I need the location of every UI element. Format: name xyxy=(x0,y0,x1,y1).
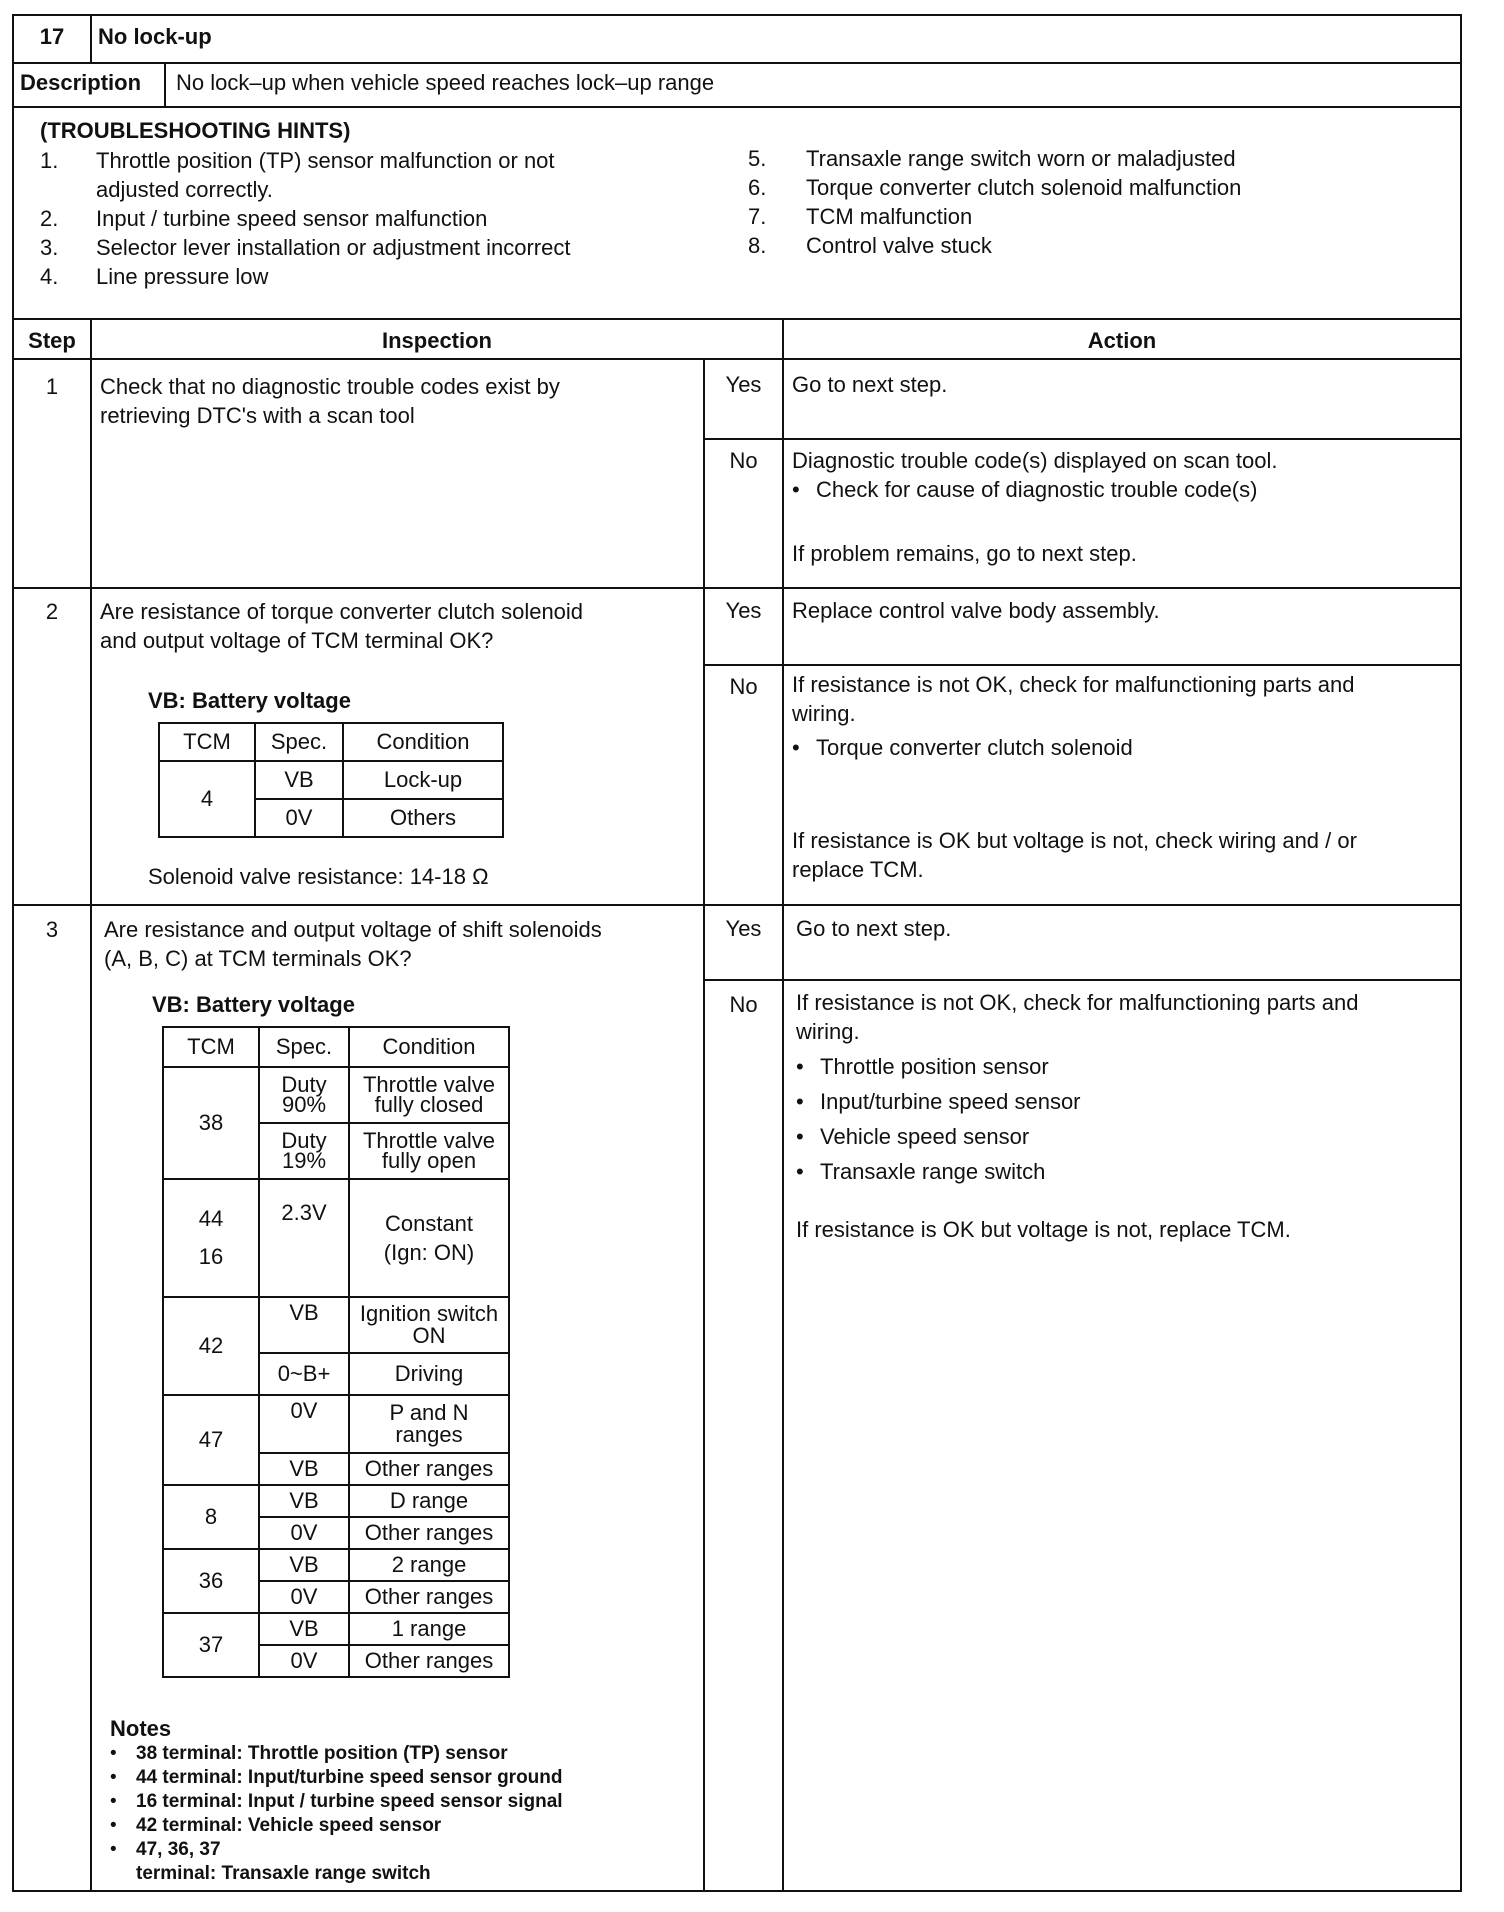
spec-cell: VB xyxy=(259,1613,349,1645)
yes-label: Yes xyxy=(725,372,762,397)
spec-cell: 2.3V xyxy=(259,1179,349,1297)
column-header-action: Action xyxy=(1087,328,1157,353)
tcm-terminal-cell: 47 xyxy=(163,1395,259,1485)
hint-num: 6. xyxy=(748,175,767,200)
tcm-spec-table xyxy=(162,1026,510,1678)
table-header-cell: Spec. xyxy=(255,723,343,761)
no-action-text: If resistance is OK but voltage is not, replace TCM. xyxy=(796,1217,1291,1242)
condition-cell: Other ranges xyxy=(349,1645,509,1677)
vb-label: VB: Battery voltage xyxy=(152,992,355,1017)
tcm-terminal-cell xyxy=(163,1179,259,1297)
spec-cell: 0V xyxy=(259,1395,349,1453)
tcm-terminal-cell: 42 xyxy=(163,1297,259,1395)
column-header-inspection: Inspection xyxy=(381,328,492,353)
no-action-bullet: • Vehicle speed sensor xyxy=(790,1122,1029,1151)
no-action-bullet: • Transaxle range switch xyxy=(790,1157,1045,1186)
step-number: 1 xyxy=(45,374,59,399)
hint-text: adjusted correctly. xyxy=(96,177,273,202)
tcm-terminal-cell: 8 xyxy=(163,1485,259,1549)
condition-cell: Throttle valve fully open xyxy=(349,1123,509,1179)
hint-text: Input / turbine speed sensor malfunction xyxy=(96,206,488,231)
no-label: No xyxy=(729,992,758,1017)
hint-text: Line pressure low xyxy=(96,264,269,289)
table-header-cell: Condition xyxy=(349,1027,509,1067)
no-action-text: wiring. xyxy=(792,701,856,726)
description-label: Description xyxy=(20,70,142,95)
no-action-text: If resistance is not OK, check for malfunctioning parts and xyxy=(796,990,1359,1015)
inspection-text: (A, B, C) at TCM terminals OK? xyxy=(104,946,412,971)
no-action-bullet: • Torque converter clutch solenoid xyxy=(786,733,1133,762)
vb-label: VB: Battery voltage xyxy=(148,688,351,713)
spec-cell: VB xyxy=(259,1297,349,1353)
tcm-terminal-44: 44 xyxy=(198,1206,224,1231)
tcm-terminal-cell: 38 xyxy=(163,1067,259,1179)
hint-num: 4. xyxy=(40,264,59,289)
hint-num: 8. xyxy=(748,233,767,258)
tcm-spec-table xyxy=(158,722,504,838)
step-number: 2 xyxy=(45,599,59,624)
hint-num: 7. xyxy=(748,204,767,229)
inspection-text: retrieving DTC's with a scan tool xyxy=(100,403,415,428)
no-action-text: replace TCM. xyxy=(792,857,924,882)
table-header-cell: TCM xyxy=(159,723,255,761)
no-label: No xyxy=(729,448,758,473)
condition-cell: D range xyxy=(349,1485,509,1517)
hint-text: Transaxle range switch worn or maladjusted xyxy=(806,146,1236,171)
spec-cell: Duty 19% xyxy=(259,1123,349,1179)
spec-cell: VB xyxy=(259,1549,349,1581)
note-item: • 42 terminal: Vehicle speed sensor xyxy=(110,1814,563,1838)
issue-title: No lock-up xyxy=(98,24,212,49)
yes-action: Go to next step. xyxy=(796,916,952,941)
condition-cell: Lock-up xyxy=(343,761,503,799)
inspection-text: and output voltage of TCM terminal OK? xyxy=(100,628,494,653)
no-action-text: If resistance is not OK, check for malfunctioning parts and xyxy=(792,672,1355,697)
hint-text: TCM malfunction xyxy=(806,204,973,229)
inspection-text: Check that no diagnostic trouble codes exist by xyxy=(100,374,560,399)
hint-text: Selector lever installation or adjustment incorrect xyxy=(96,235,571,260)
tcm-terminal-cell: 36 xyxy=(163,1549,259,1613)
note-item: • 44 terminal: Input/turbine speed sensor ground xyxy=(110,1766,563,1790)
solenoid-resistance: Solenoid valve resistance: 14-18 Ω xyxy=(148,864,489,889)
spec-cell: 0V xyxy=(259,1517,349,1549)
step-number: 3 xyxy=(45,917,59,942)
hint-text: Throttle position (TP) sensor malfunction or not xyxy=(96,148,555,173)
yes-action: Go to next step. xyxy=(792,372,948,397)
yes-action: Replace control valve body assembly. xyxy=(792,598,1160,623)
no-action-bullet: • Input/turbine speed sensor xyxy=(790,1087,1081,1116)
condition-cell: Other ranges xyxy=(349,1517,509,1549)
description-text: No lock–up when vehicle speed reaches lock–up range xyxy=(176,70,715,95)
no-action-bullet: • Throttle position sensor xyxy=(790,1052,1049,1081)
condition-cell: Other ranges xyxy=(349,1581,509,1613)
no-label: No xyxy=(729,674,758,699)
note-item: • 38 terminal: Throttle position (TP) sensor xyxy=(110,1742,563,1766)
no-action-bullet: • Check for cause of diagnostic trouble code(s) xyxy=(786,475,1257,504)
condition-line: (Ign: ON) xyxy=(383,1240,475,1265)
yes-label: Yes xyxy=(725,916,762,941)
condition-cell: 1 range xyxy=(349,1613,509,1645)
hint-text: Control valve stuck xyxy=(806,233,992,258)
no-action-text: If resistance is OK but voltage is not, check wiring and / or xyxy=(792,828,1357,853)
spec-cell: Duty 90% xyxy=(259,1067,349,1123)
inspection-text: Are resistance and output voltage of shift solenoids xyxy=(104,917,602,942)
tcm-terminal-cell: 37 xyxy=(163,1613,259,1677)
tcm-terminal-16: 16 xyxy=(198,1244,224,1269)
condition-cell: Others xyxy=(343,799,503,837)
hint-num: 1. xyxy=(40,148,59,173)
spec-cell: VB xyxy=(259,1453,349,1485)
condition-cell: P and N ranges xyxy=(349,1395,509,1453)
column-header-step: Step xyxy=(28,328,76,353)
condition-cell xyxy=(349,1179,509,1297)
spec-cell: 0V xyxy=(255,799,343,837)
condition-line: Constant xyxy=(384,1211,474,1236)
spec-cell: VB xyxy=(255,761,343,799)
table-header-cell: TCM xyxy=(163,1027,259,1067)
hints-heading: (TROUBLESHOOTING HINTS) xyxy=(40,118,351,143)
yes-label: Yes xyxy=(725,598,762,623)
note-item: • 47, 36, 37 xyxy=(110,1838,563,1862)
hint-num: 3. xyxy=(40,235,59,260)
table-header-cell: Spec. xyxy=(259,1027,349,1067)
notes-list xyxy=(110,1742,563,1886)
no-action-text: wiring. xyxy=(796,1019,860,1044)
inspection-text: Are resistance of torque converter clutch solenoid xyxy=(100,599,584,624)
hint-text: Torque converter clutch solenoid malfunction xyxy=(806,175,1242,200)
note-item: • 16 terminal: Input / turbine speed sensor signal xyxy=(110,1790,563,1814)
condition-cell: Other ranges xyxy=(349,1453,509,1485)
condition-cell: Throttle valve fully closed xyxy=(349,1067,509,1123)
condition-cell: 2 range xyxy=(349,1549,509,1581)
hint-num: 5. xyxy=(748,146,767,171)
notes-heading: Notes xyxy=(110,1716,172,1741)
condition-cell: Ignition switch ON xyxy=(349,1297,509,1353)
tcm-terminal-cell: 4 xyxy=(159,761,255,837)
spec-cell: 0V xyxy=(259,1581,349,1613)
table-header-cell: Condition xyxy=(343,723,503,761)
no-action-text: If problem remains, go to next step. xyxy=(792,541,1137,566)
no-action-text: Diagnostic trouble code(s) displayed on scan tool. xyxy=(792,448,1278,473)
condition-cell: Driving xyxy=(349,1353,509,1395)
spec-cell: 0V xyxy=(259,1645,349,1677)
spec-cell: 0~B+ xyxy=(259,1353,349,1395)
spec-cell: VB xyxy=(259,1485,349,1517)
issue-number: 17 xyxy=(39,24,65,49)
hint-num: 2. xyxy=(40,206,59,231)
note-item-continued: terminal: Transaxle range switch xyxy=(136,1863,431,1884)
